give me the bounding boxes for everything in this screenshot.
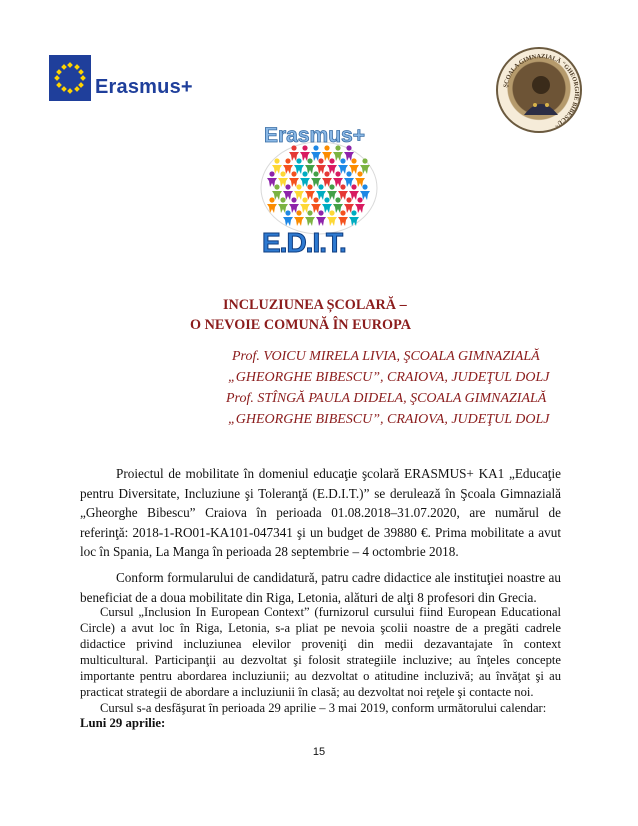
body-paragraph: Conform formularului de candidatură, patru cadre didactice ale instituţiei noastre au beneficiat de a doua mobilitate din Riga, Letonia, alături de alţi 8 profesori din Grecia. — [80, 570, 561, 605]
author-line: Prof. VOICU MIRELA LIVIA, ŞCOALA GIMNAZIALĂ — [232, 349, 540, 364]
eu-star-icon — [67, 62, 73, 68]
edit-logo-erasmus-text: Erasmus+ — [264, 124, 365, 147]
edit-project-logo — [234, 116, 404, 261]
edit-logo-acronym-text: E.D.I.T. — [262, 227, 346, 258]
eu-star-icon — [56, 82, 62, 88]
body-paragraph: Cursul „Inclusion In European Context” (furnizorul cursului fiind European Educational Circle) a avut loc în Riga, Letonia, s-a pliat pe nevoia şcolii noastre de a pregăti cadrele didactice privind incluziunea elevilor proveniţi din medii dezavantajate în context multicultural. Participanţii au dezvoltat şi folosit strategiile incluzive; au înţeles concepte importante pentru abordarea incluziunii; au dezvoltat o atitudine incluzivă; au învăţat şi au practicat strategii de abordare a incluziunii în clasă; au dezvoltat noi reţele şi contacte noi. — [80, 605, 561, 699]
eu-star-icon — [78, 69, 84, 75]
eu-star-icon — [54, 75, 60, 81]
eu-star-icon — [56, 69, 62, 75]
author-line: „GHEORGHE BIBESCU”, CRAIOVA, JUDEŢUL DOLJ — [228, 412, 550, 427]
erasmus-plus-logo — [44, 52, 193, 110]
people-globe-icon — [234, 116, 404, 261]
article-title-line-1: INCLUZIUNEA ȘCOLARĂ – — [223, 297, 407, 313]
erasmus-plus-wordmark: Erasmus+ — [95, 76, 193, 98]
eu-star-icon — [61, 86, 67, 92]
school-seal-logo — [496, 47, 582, 133]
svg-text:ŞCOALA GIMNAZIALĂ "GHEORGHE BI: ŞCOALA GIMNAZIALĂ "GHEORGHE BIBESCU" — [502, 52, 581, 129]
eu-star-icon — [74, 64, 80, 70]
calendar-day-heading: Luni 29 aprilie: — [80, 716, 166, 730]
eu-star-icon — [80, 75, 86, 81]
eu-star-icon — [61, 64, 67, 70]
eu-star-icon — [78, 82, 84, 88]
eu-star-icon — [74, 86, 80, 92]
body-paragraph: Cursul s-a desfăşurat în perioada 29 aprilie – 3 mai 2019, conform următorului calendar: — [100, 701, 547, 715]
body-paragraph: Proiectul de mobilitate în domeniul educaţie şcolară ERASMUS+ KA1 „Educaţie pentru Diversitate, Incluziune şi Toleranţă (E.D.I.T.)” se derulează în Şcoala Gimnazială „Gheorghe Bibescu” Craiova în perioada 01.08.2018–31.07.2020, are numărul de referinţă: 2018-1-RO01-KA101-047341 şi un budget de 39880 €. Prima mobilitate a avut loc în Spania, La Manga în perioada 28 septembrie – 4 octombrie 2018. — [80, 466, 561, 559]
seal-portrait-icon — [498, 49, 584, 135]
article-title-line-2: O NEVOIE COMUNĂ ÎN EUROPA — [190, 317, 411, 333]
author-line: Prof. STÎNGĂ PAULA DIDELA, ŞCOALA GIMNAZIALĂ — [226, 391, 547, 406]
page-number: 15 — [312, 746, 326, 758]
author-line: „GHEORGHE BIBESCU”, CRAIOVA, JUDEŢUL DOLJ — [228, 370, 550, 385]
eu-flag-icon — [49, 55, 91, 101]
eu-star-icon — [67, 88, 73, 94]
